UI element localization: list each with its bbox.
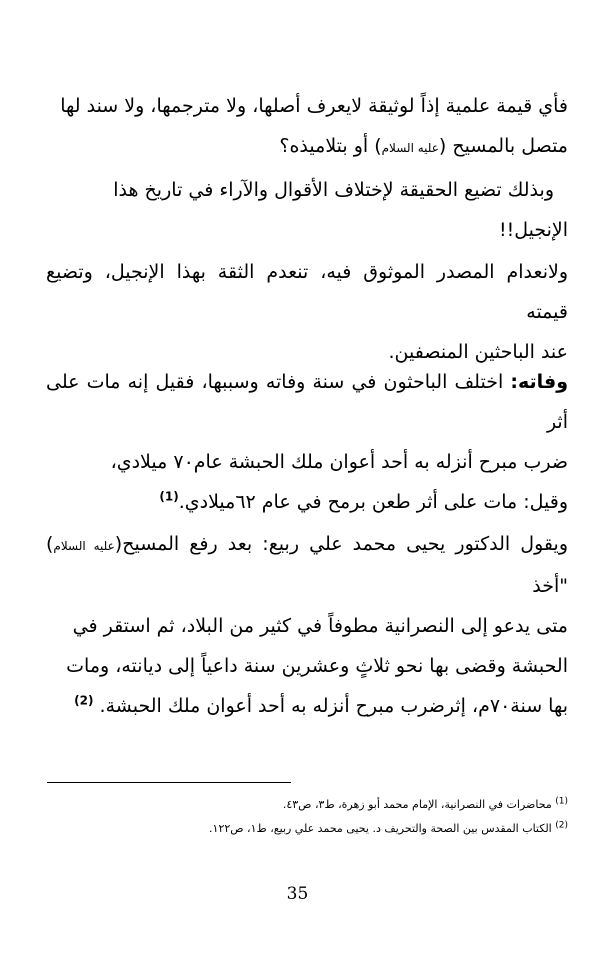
text-line: فأي قيمة علمية إذاً لوثيقة لايعرف أصلها، ولا مترجمها، ولا سند لها [60,95,568,117]
text-span: متصل بالمسيح ( [438,135,568,157]
footnote [60,817,568,841]
footnote-ref: (1) [159,489,179,504]
text-line: عند الباحثين المنصفين. [388,341,568,363]
text-line [46,362,568,442]
text-span: ) أو بتلاميذه؟ [279,135,382,157]
footnote-number: (1) [555,796,568,807]
text-line: ولانعدام المصدر الموثوق فيه، تنعدم الثقة بهذا الإنجيل، وتضيع قيمته [46,261,568,323]
text-span: ) "أخذ [46,533,568,597]
footnote-separator [47,782,291,783]
honorific: عليه السلام [381,141,439,155]
text-line [46,482,568,522]
footnote [60,793,568,817]
text-line [46,126,568,168]
paragraph-1 [46,86,568,168]
text-line: ضرب مبرح أنزله به أحد أعوان ملك الحبشة عام٧٠ ميلادي، [110,451,568,473]
text-line: الإنجيل!! [498,219,568,241]
paragraph-4 [46,362,568,522]
paragraph-3 [46,252,568,372]
footnote-number: (2) [555,820,568,831]
footnote-ref: (2) [74,693,94,708]
text-line [46,524,568,606]
text-span: اختلف الباحثون في سنة وفاته وسببها، فقيل إنه مات على أثر [46,371,568,433]
text-span: ويقول الدكتور يحيى محمد علي ربيع: بعد رفع المسيح( [114,533,568,555]
paragraph-2 [46,170,568,250]
paragraph-5 [46,524,568,726]
page-number: 35 [286,884,309,904]
text-span: وقيل: مات على أثر طعن برمح في عام ٦٢ميلادي. [178,491,568,513]
footnote-text: الكتاب المقدس بين الصحة والتحريف د. يحيى محمد علي ربيع، ط١، ص١٢٢. [209,822,552,835]
footnotes [60,793,568,841]
footnote-text: محاضرات في النصرانية، الإمام محمد أبو زهرة، ط٣، ص٤٣. [282,798,552,811]
section-label: وفاته: [510,371,568,393]
text-line [46,686,568,726]
text-line: متى يدعو إلى النصرانية مطوفاً في كثير من البلاد، ثم استقر في [72,615,568,637]
text-span: بها سنة٧٠م، إثرضرب مبرح أنزله به أحد أعوان ملك الحبشة. [99,695,568,717]
text-line: وبذلك تضيع الحقيقة لإختلاف الأقوال والآراء في تاريخ هذا [113,179,554,201]
honorific: عليه السلام [53,539,115,553]
text-line: الحبشة وقضى بها نحو ثلاثٍ وعشرين سنة داعياً إلى ديانته، ومات [66,655,568,677]
